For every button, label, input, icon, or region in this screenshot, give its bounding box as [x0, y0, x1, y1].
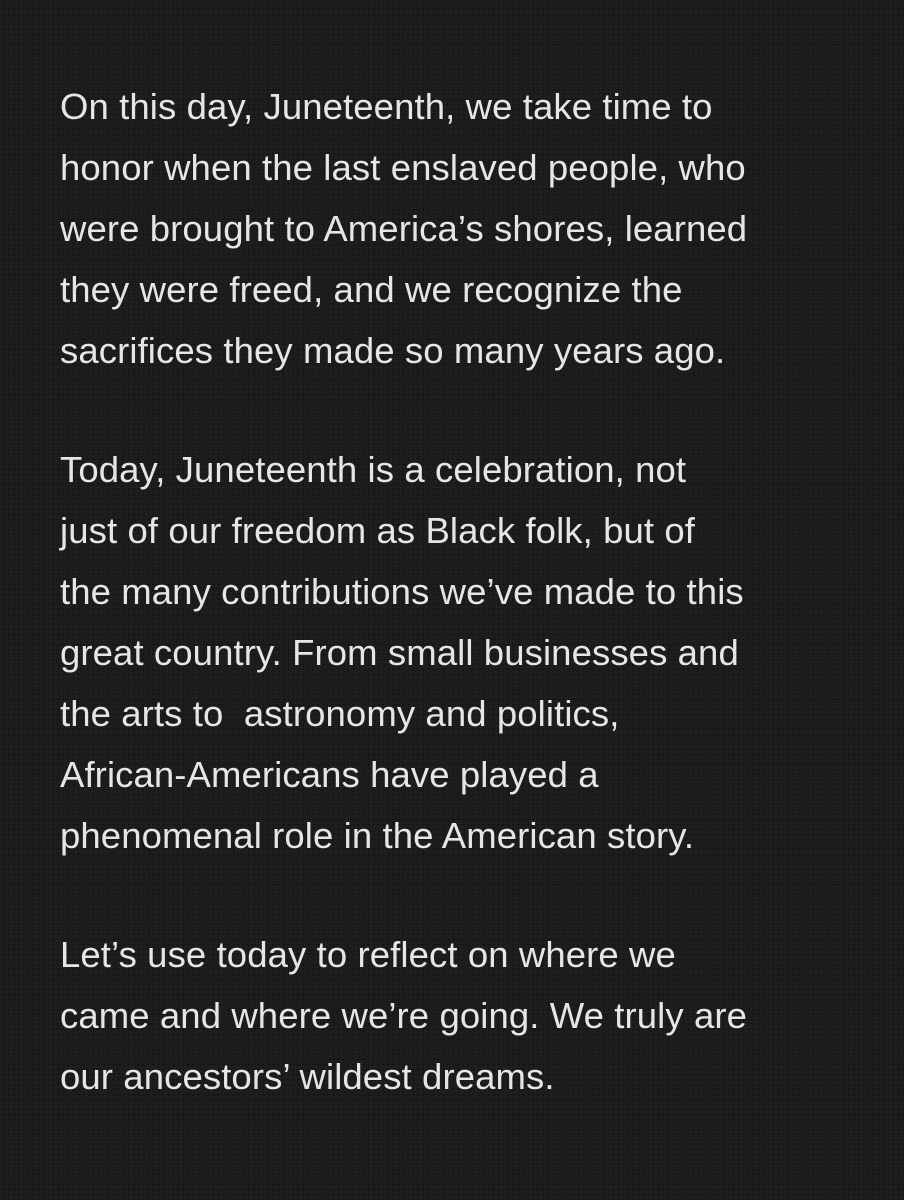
text-line: great country. From small businesses and — [60, 632, 739, 673]
note-body — [60, 76, 860, 1165]
text-line: came and where we’re going. We truly are — [60, 995, 748, 1036]
text-line: sacrifices they made so many years ago. — [60, 330, 726, 371]
text-line: were brought to America’s shores, learned — [60, 208, 748, 249]
text-line: On this day, Juneteenth, we take time to — [60, 86, 713, 127]
paragraph-celebration — [60, 439, 860, 866]
paragraph-juneteenth-history — [60, 76, 860, 381]
text-line: phenomenal role in the American story. — [60, 815, 695, 856]
text-line: the many contributions we’ve made to this — [60, 571, 744, 612]
text-line: they were freed, and we recognize the — [60, 269, 683, 310]
text-line: the arts to astronomy and politics, — [60, 693, 620, 734]
text-line: African-Americans have played a — [60, 754, 599, 795]
text-line: our ancestors’ wildest dreams. — [60, 1056, 555, 1097]
paragraph-reflection — [60, 924, 860, 1107]
text-line: just of our freedom as Black folk, but of — [60, 510, 696, 551]
text-line: Today, Juneteenth is a celebration, not — [60, 449, 687, 490]
text-line: honor when the last enslaved people, who — [60, 147, 746, 188]
text-line: Let’s use today to reflect on where we — [60, 934, 676, 975]
